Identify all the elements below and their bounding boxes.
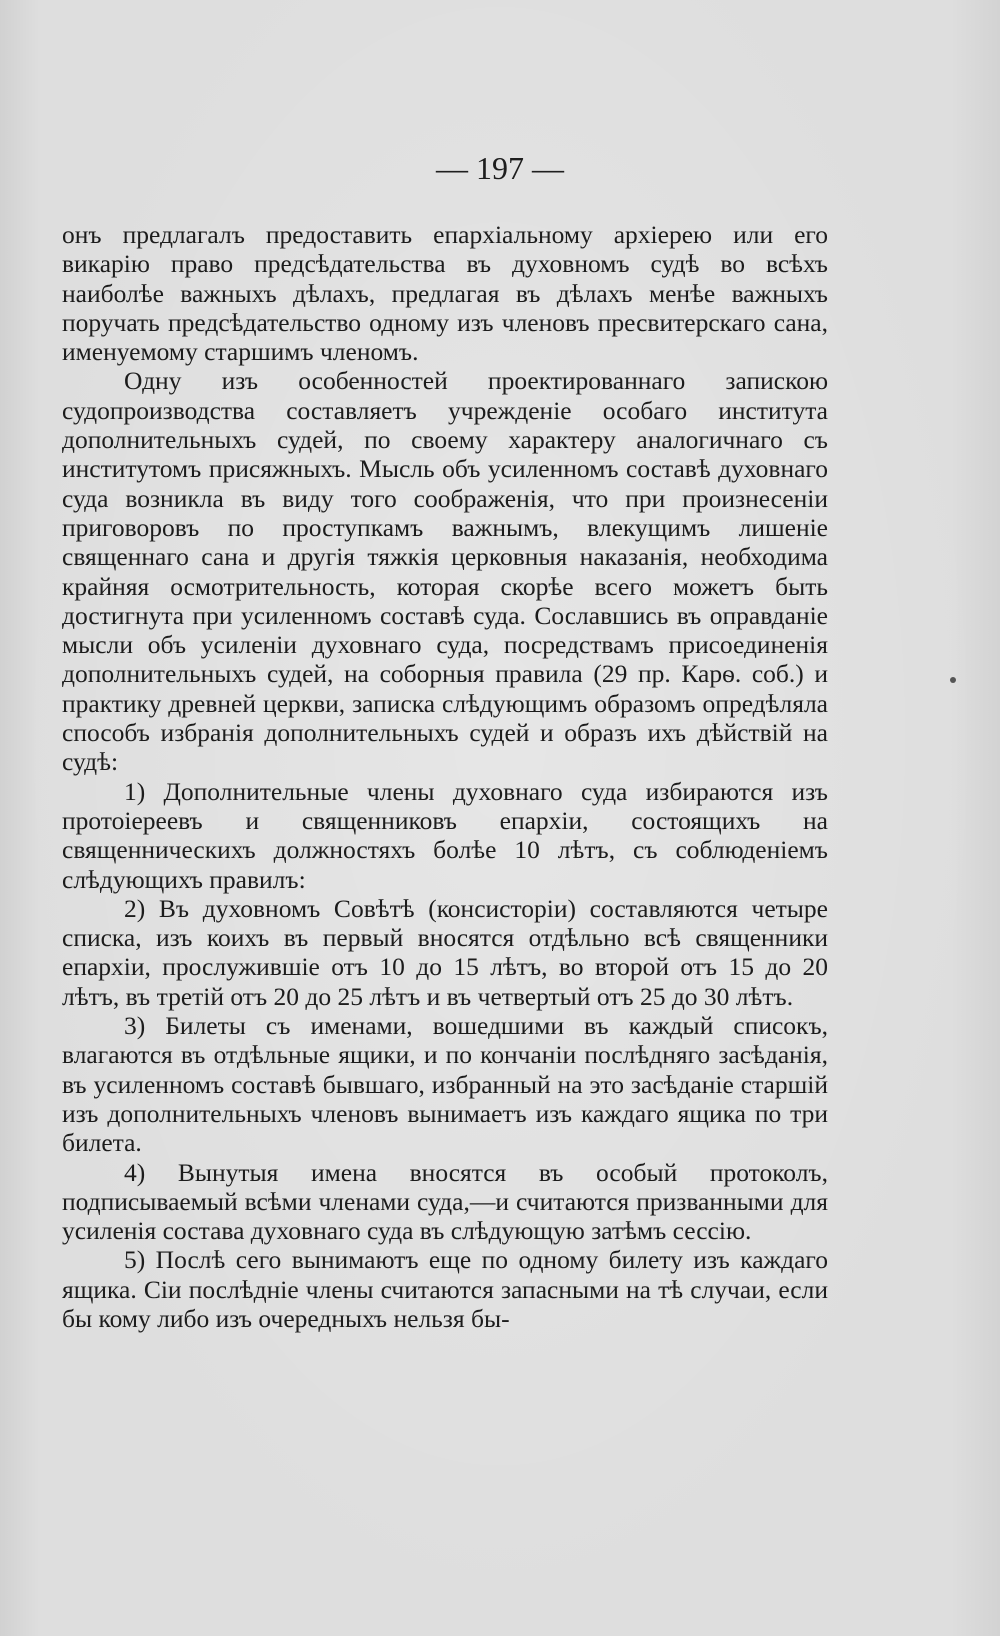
paragraph-additional-judges: Одну изъ особенностей проектированнаго запискою судопроизводства составляетъ учрежденіе особаго института дополнительныхъ судей, по своему характеру аналогичнаго съ институтомъ присяжныхъ. Мысль объ усиленномъ составѣ духовнаго суда возникла въ виду того соображенія, что при произнесеніи приговоровъ по проступкамъ важнымъ, влекущимъ лишеніе священнаго сана и другія тяжкія церковныя наказанія, необходима крайняя осмотрительность, которая скорѣе всего можетъ быть достигнута при усиленномъ составѣ суда. Сославшись въ оправданіе мысли объ усиленіи духовнаго суда, посредствамъ присоединенія дополнительныхъ судей, на соборныя правила (29 пр. Карѳ. соб.) и практику древней церкви, записка слѣдующимъ образомъ опредѣляла способъ избранія дополнительныхъ судей и образъ ихъ дѣйствій на судѣ:	[62, 366, 828, 777]
page-number: — 197 —	[436, 150, 564, 186]
paragraph-continuation: онъ предлагалъ предоставить епархіальному архіерею или его викарію право предсѣдательства въ духовномъ судѣ во всѣхъ наиболѣе важныхъ дѣлахъ, предлагая въ дѣлахъ менѣе важныхъ поручать предсѣдательство одному изъ членовъ пресвитерскаго сана, именуемому старшимъ членомъ.	[62, 220, 828, 367]
body-text	[62, 220, 828, 1333]
rule-item-4: 4) Вынутыя имена вносятся въ особый протоколъ, подписываемый всѣми членами суда,—и считаются призванными для усиленія состава духовнаго суда въ слѣдующую затѣмъ сессію.	[62, 1157, 828, 1246]
paper-speck	[950, 677, 956, 683]
rule-item-5: 5) Послѣ сего вынимаютъ еще по одному билету изъ каждаго ящика. Сіи послѣдніе члены считаются запасными на тѣ случаи, если бы кому либо изъ очередныхъ нельзя бы-	[62, 1245, 828, 1333]
rule-item-1: 1) Дополнительные члены духовнаго суда избираются изъ протоіереевъ и священниковъ епархіи, состоящихъ на священническихъ должностяхъ болѣе 10 лѣтъ, съ соблюденіемъ слѣдующихъ правилъ:	[62, 776, 828, 894]
rule-item-2: 2) Въ духовномъ Совѣтѣ (консисторіи) составляются четыре списка, изъ коихъ въ первый вносятся отдѣльно всѣ священники епархіи, прослужившіе отъ 10 до 15 лѣтъ, во второй отъ 15 до 20 лѣтъ, въ третій отъ 20 до 25 лѣтъ и въ четвертый отъ 25 до 30 лѣтъ.	[62, 893, 828, 1011]
rule-item-3: 3) Билеты съ именами, вошедшими въ каждый списокъ, влагаются въ отдѣльные ящики, и по кончаніи послѣдняго засѣданія, въ усиленномъ составѣ бывшаго, избранный на это засѣданіе старшій изъ дополнительныхъ членовъ вынимаетъ изъ каждаго ящика по три билета.	[62, 1011, 828, 1158]
